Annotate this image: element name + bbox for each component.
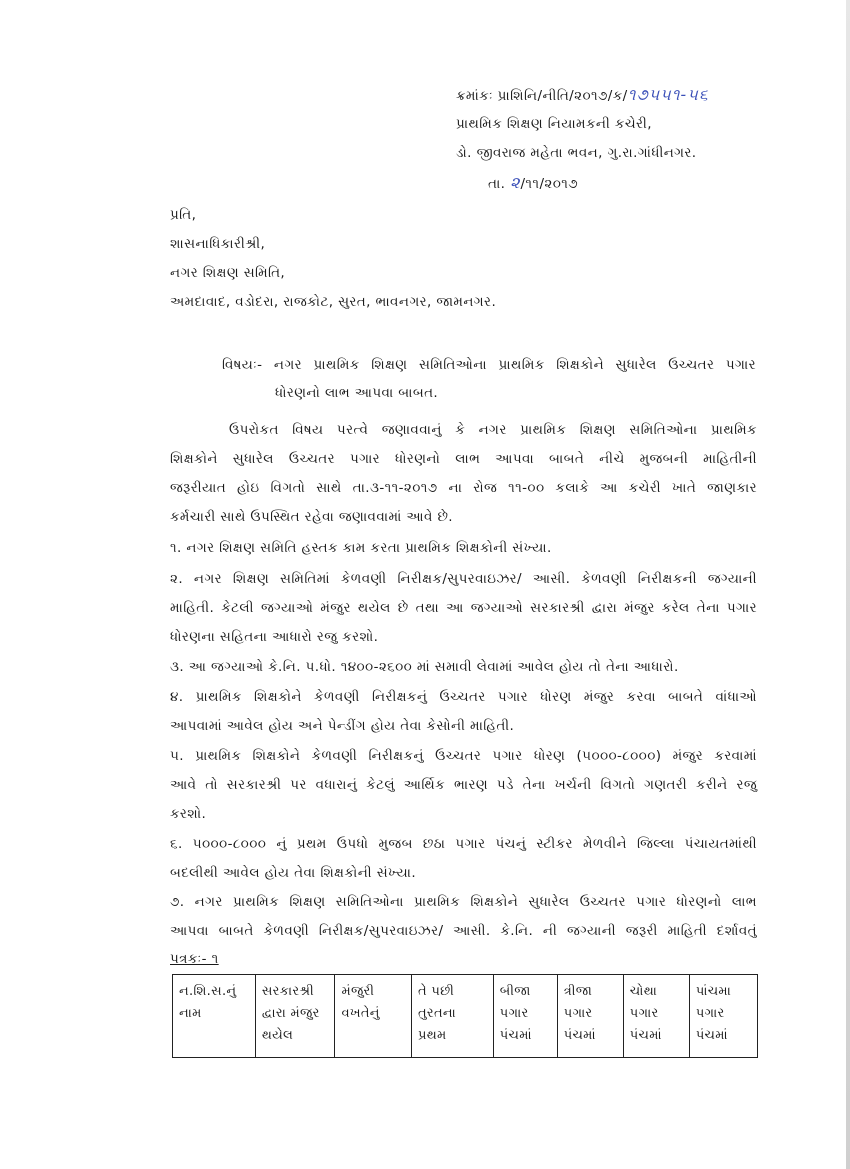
- item-2-line-2: માહિતી. કેટલી જગ્યાઓ મંજુર થયેલ છે તથા આ જગ્યાઓ સરકારશ્રી દ્વારા મંજુર કરેલ તેના પગાર: [170, 600, 757, 616]
- header-text: પગાર: [629, 1006, 659, 1021]
- header-text: બીજા: [499, 984, 531, 999]
- reference-handwritten: ૧૭૫૫૧-૫૬: [627, 85, 709, 104]
- header-text: મંજુરી: [341, 984, 375, 999]
- item-4-line-2: આપવામાં આવેલ હોય અને પેન્ડીંગ હોય તેવા કેસોની માહિતી.: [170, 718, 515, 734]
- paragraph-line-1: ઉપરોકત વિષય પરત્વે જણાવવાનું કે નગર પ્રાથમિક શિક્ષણ સમિતિઓના પ્રાથમિક: [229, 422, 757, 438]
- date-prefix: તા.: [488, 176, 506, 192]
- header-text: નામ: [179, 1006, 202, 1021]
- header-text: ચોથા: [629, 984, 658, 999]
- item-6-line-1: ૬. ૫૦૦૦-૮૦૦૦ નું પ્રથમ ઉપધો મુજબ છઠા પગાર પંચનું સ્ટીકર મેળવીને જિલ્લા પંચાયતમાંથી: [170, 836, 757, 852]
- reference-prefix: ક્રમાંકઃ પ્રાશિનિ/નીતિ/૨૦૧૭/ક/: [456, 88, 628, 104]
- item-4-line-1: ૪. પ્રાથમિક શિક્ષકોને કેળવણી નિરીક્ષકનું ઉચ્ચતર પગાર ધોરણ મંજુર કરવા બાબતે વાંધાઓ: [170, 689, 757, 705]
- header-text: પંચમાં: [499, 1028, 532, 1043]
- header-text: પગાર: [695, 1006, 725, 1021]
- item-5-line-3: કરશો.: [170, 806, 207, 822]
- recipient-line-1: પ્રતિ,: [170, 207, 197, 223]
- item-3-line-1: ૩. આ જગ્યાઓ કે.નિ. પ.ધો. ૧૪૦૦-૨૬૦૦ માં સમાવી લેવામાં આવેલ હોય તો તેના આધારો.: [170, 659, 679, 675]
- form-label: પત્રકઃ- ૧: [170, 951, 219, 967]
- paragraph-line-2: શિક્ષકોને સુધારેલ ઉચ્ચતર પગાર ધોરણનો લાભ આપવા બાબતે નીચે મુજબની માહિતીની: [170, 451, 757, 467]
- item-7-line-2: આપવા બાબતે કેળવણી નિરીક્ષક/સુપરવાઇઝર/ આસી. કે.નિ. ની જગ્યાની જરૂરી માહિતી દર્શાવતું: [170, 923, 757, 939]
- header-cell-third-pay-commission: [557, 975, 623, 1058]
- info-table: [172, 974, 758, 1058]
- item-5-line-1: ૫. પ્રાથમિક શિક્ષકોને કેળવણી નિરીક્ષકનું ઉચ્ચતર પગાર ધોરણ (૫૦૦૦-૮૦૦૦) મંજુર કરવામાં: [170, 748, 757, 764]
- header-text: પ્રથમ: [418, 1028, 447, 1043]
- item-1-line-1: ૧. નગર શિક્ષણ સમિતિ હસ્તક કામ કરતા પ્રાથમિક શિક્ષકોની સંખ્યા.: [170, 540, 552, 556]
- item-2-line-3: ધોરણના સહિતના આધારો રજુ કરશો.: [170, 629, 379, 645]
- header-text: પગાર: [563, 1006, 593, 1021]
- header-cell-approved-by-govt: [255, 975, 335, 1058]
- recipient-line-2: શાસનાધિકારીશ્રી,: [170, 236, 266, 252]
- date-suffix: /૧૧/૨૦૧૭: [520, 176, 579, 192]
- header-text: ત્રીજા: [563, 984, 593, 999]
- date-handwritten: ૨: [510, 173, 521, 192]
- header-cell-fourth-pay-commission: [623, 975, 689, 1058]
- office-name: પ્રાથમિક શિક્ષણ નિયામકની કચેરી,: [456, 116, 652, 132]
- header-text: સરકારશ્રી: [261, 984, 314, 999]
- header-text: તે પછી: [418, 984, 455, 999]
- header-text: ન.શિ.સ.નું: [179, 984, 237, 999]
- item-2-line-1: ૨. નગર શિક્ષણ સમિતિમાં કેળવણી નિરીક્ષક/સુપરવાઇઝર/ આસી. કેળવણી નિરીક્ષકની જગ્યાની: [170, 571, 757, 587]
- header-text: તુરતના: [418, 1006, 457, 1021]
- header-cell-second-pay-commission: [493, 975, 557, 1058]
- recipient-line-4: અમદાવાદ, વડોદરા, રાજકોટ, સુરત, ભાવનગર, જામનગર.: [170, 294, 497, 310]
- header-cell-name: [173, 975, 256, 1058]
- letter-date: [488, 174, 578, 193]
- paragraph-line-3: જરૂરીયાત હોઇ વિગતો સાથે તા.૩-૧૧-૨૦૧૭ ના રોજ ૧૧-૦૦ કલાકે આ કચેરી ખાતે જાણકાર: [170, 480, 757, 496]
- item-6-line-2: બદલીથી આવેલ હોય તેવા શિક્ષકોની સંખ્યા.: [170, 865, 417, 881]
- subject-line-1: વિષયઃ- નગર પ્રાથમિક શિક્ષણ સમિતિઓના પ્રાથમિક શિક્ષકોને સુધારેલ ઉચ્ચતર પગાર: [222, 357, 756, 373]
- header-text: થયેલ: [261, 1028, 294, 1043]
- item-7-line-1: ૭. નગર પ્રાથમિક શિક્ષણ સમિતિઓના પ્રાથમિક શિક્ષકોને સુધારેલ ઉચ્ચતર પગાર ધોરણનો લાભ: [170, 894, 757, 910]
- paragraph-line-4: કર્મચારી સાથે ઉપસ્થિત રહેવા જણાવવામાં આવે છે.: [170, 509, 453, 525]
- header-text: પંચમાં: [629, 1028, 662, 1043]
- reference-number: [456, 86, 709, 105]
- header-cell-fifth-pay-commission: [689, 975, 757, 1058]
- header-text: પાંચમા: [695, 984, 732, 999]
- table-header-row: [173, 975, 758, 1058]
- item-5-line-2: આવે તો સરકારશ્રી પર વધારાનું કેટલું આર્થિક ભારણ પડે તેના ખર્ચની વિગતો ગણતરી કરીને રજુ: [170, 777, 757, 793]
- header-text: પંચમાં: [563, 1028, 596, 1043]
- header-cell-at-approval: [335, 975, 412, 1058]
- header-text: પંચમાં: [695, 1028, 728, 1043]
- subject-line-2: ધોરણનો લાભ આપવા બાબત.: [275, 385, 439, 401]
- recipient-line-3: નગર શિક્ષણ સમિતિ,: [170, 265, 286, 281]
- header-text: પગાર: [499, 1006, 529, 1021]
- office-address: ડો. જીવરાજ મહેતા ભવન, ગુ.રા.ગાંધીનગર.: [456, 145, 697, 161]
- header-text: દ્વારા મંજુર: [261, 1006, 320, 1021]
- header-text: વખતેનું: [341, 1006, 380, 1021]
- header-cell-first-after: [412, 975, 494, 1058]
